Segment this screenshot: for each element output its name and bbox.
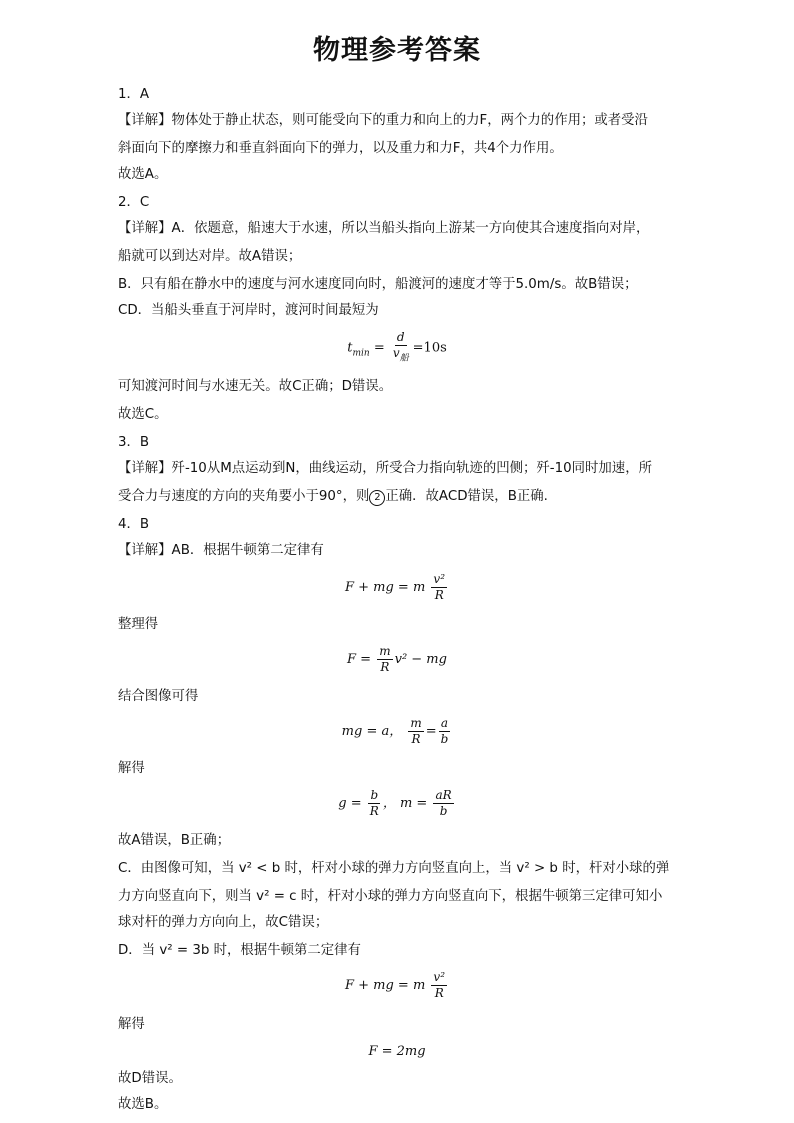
q4-equation-4: g = $\frac{b}{R}$ ， m = $\frac{aR}{b}$ [338,788,452,818]
q4-equation-1: F + mg = m $\frac{\text{v²}}{R}$ [344,572,446,602]
q4-explanation-line4: 解得 [118,761,145,776]
q4-equation-2: F = $\frac{m}{R}$ v² − mg [347,644,447,674]
q2-explanation-line1: 【详解】A．依题意，船速大于水速，所以当船头指向上游某一方向使其合速度指向对岸， [118,221,650,236]
q3-explanation-line2: 受合力与速度的方向的夹角要小于90°，则 2 正确．故ACD错误，B正确. [118,489,548,504]
q2-explanation-line4: CD．当船头垂直于河岸时，渡河时间最短为 [118,303,379,318]
q1-explanation-line1: 【详解】物体处于静止状态，则可能受向下的重力和向上的力F，两个力的作用；或者受沿 [118,113,648,128]
q4-answer: 4．B [118,517,150,532]
q4-explanation-line3: 结合图像可得 [118,689,199,704]
q4-explanation-line2: 整理得 [118,617,159,632]
q3-answer: 3．B [118,435,150,450]
q4-explanation-line6: C．由图像可知，当 v² < b 时，杆对小球的弹力方向竖直向上，当 v² > b 时，杆对小球的弹 [118,861,670,876]
q4-equation-6: F = 2mg [368,1044,426,1059]
q4-explanation-line7: 力方向竖直向下，则当 v² = c 时，杆对小球的弹力方向竖直向下，根据牛顿第三定律可知小 [118,889,663,904]
q4-conclusion: 故选B。 [118,1097,168,1112]
q2-conclusion: 故选C。 [118,407,168,422]
q2-answer: 2．C [118,195,150,210]
q4-explanation-line5: 故A错误，B正确； [118,833,231,848]
page-title: 物理参考答案 [313,35,481,66]
q4-explanation-line9: D．当 v² = 3b 时，根据牛顿第二定律有 [118,943,361,958]
q3-explanation-line1: 【详解】歼-10从M点运动到N，曲线运动，所受合力指向轨迹的凹侧；歼-10同时加速，所 [118,461,652,476]
circled-number: 2 [369,490,385,506]
q2-equation-tmin: $t_{min}$ = $\frac{d}{v_船}$ =10s [0,330,794,366]
q4-explanation-line10: 解得 [118,1017,145,1032]
q4-equation-5: F + mg = m $\frac{\text{v²}}{R}$ [344,970,446,1000]
fraction-d-over-v: $\frac{d}{v_船}$ [392,330,409,364]
q2-explanation-line2: 船就可以到达对岸。故A错误； [118,249,302,264]
q4-explanation-line1: 【详解】AB．根据牛顿第二定律有 [118,543,324,558]
q4-equation-3: mg = a， $\frac{m}{R}$ = $\frac{a}{b}$ [341,716,449,746]
q4-explanation-line8: 球对杆的弹力方向向上，故C错误； [118,915,329,930]
q1-answer: 1．A [118,87,150,102]
q2-explanation-line5: 可知渡河时间与水速无关。故C正确；D错误。 [118,379,393,394]
q4-explanation-line11: 故D错误。 [118,1071,182,1086]
q2-explanation-line3: B．只有船在静水中的速度与河水速度同向时，船渡河的速度才等于5.0m/s。故B错误； [118,277,638,292]
q1-explanation-line2: 斜面向下的摩擦力和垂直斜面向下的弹力，以及重力和力F，共4个力作用。 [118,141,563,156]
q1-conclusion: 故选A。 [118,167,168,182]
